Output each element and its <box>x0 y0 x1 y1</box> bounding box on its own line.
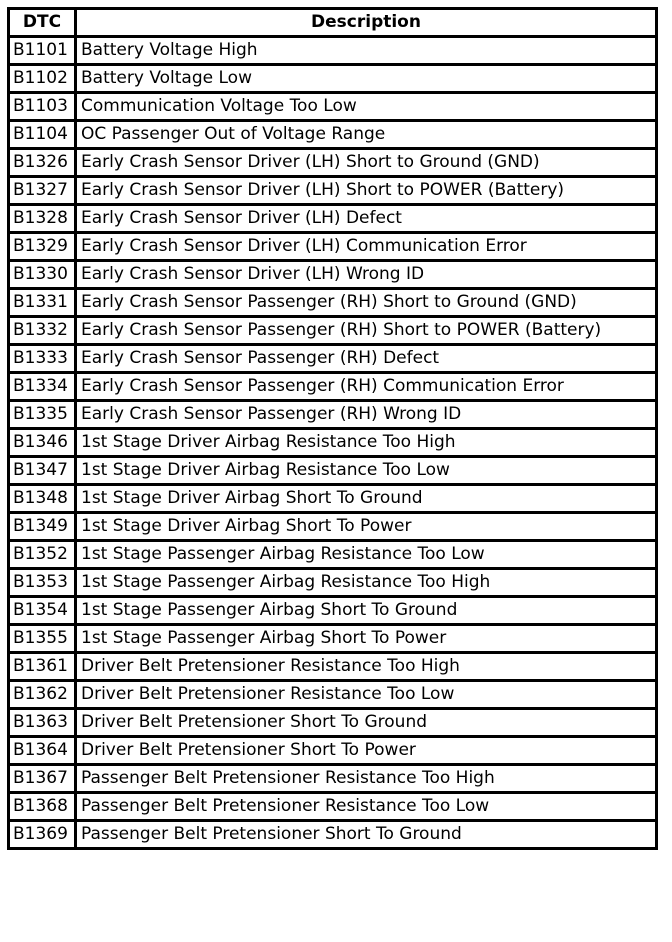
dtc-code-cell: B1367 <box>9 765 76 793</box>
dtc-description-cell: Early Crash Sensor Driver (LH) Defect <box>76 205 657 233</box>
table-row <box>9 317 657 345</box>
dtc-code-cell: B1346 <box>9 429 76 457</box>
table-row <box>9 289 657 317</box>
table-row <box>9 597 657 625</box>
dtc-code-cell: B1104 <box>9 121 76 149</box>
dtc-code-cell: B1363 <box>9 709 76 737</box>
dtc-table <box>7 7 658 850</box>
table-body <box>9 37 657 849</box>
dtc-description-cell: Early Crash Sensor Passenger (RH) Wrong ID <box>76 401 657 429</box>
dtc-code-cell: B1328 <box>9 205 76 233</box>
table-row <box>9 205 657 233</box>
table-row <box>9 149 657 177</box>
dtc-description-cell: Early Crash Sensor Driver (LH) Short to POWER (Battery) <box>76 177 657 205</box>
dtc-description-cell: 1st Stage Driver Airbag Short To Ground <box>76 485 657 513</box>
table-row <box>9 681 657 709</box>
dtc-code-cell: B1353 <box>9 569 76 597</box>
table-row <box>9 737 657 765</box>
dtc-code-cell: B1352 <box>9 541 76 569</box>
dtc-description-cell: OC Passenger Out of Voltage Range <box>76 121 657 149</box>
dtc-code-cell: B1349 <box>9 513 76 541</box>
table-row <box>9 65 657 93</box>
dtc-description-cell: Early Crash Sensor Driver (LH) Short to Ground (GND) <box>76 149 657 177</box>
dtc-description-cell: 1st Stage Driver Airbag Resistance Too Low <box>76 457 657 485</box>
dtc-code-cell: B1355 <box>9 625 76 653</box>
table-row <box>9 541 657 569</box>
table-row <box>9 37 657 65</box>
table-row <box>9 261 657 289</box>
dtc-code-cell: B1369 <box>9 821 76 849</box>
dtc-code-cell: B1361 <box>9 653 76 681</box>
table-row <box>9 401 657 429</box>
table-row <box>9 821 657 849</box>
dtc-description-cell: Driver Belt Pretensioner Short To Power <box>76 737 657 765</box>
dtc-description-cell: 1st Stage Passenger Airbag Resistance Too High <box>76 569 657 597</box>
dtc-code-cell: B1354 <box>9 597 76 625</box>
dtc-description-cell: 1st Stage Passenger Airbag Short To Power <box>76 625 657 653</box>
dtc-code-cell: B1348 <box>9 485 76 513</box>
table-row <box>9 765 657 793</box>
table-row <box>9 793 657 821</box>
dtc-code-cell: B1103 <box>9 93 76 121</box>
column-header-dtc: DTC <box>9 9 76 37</box>
dtc-description-cell: Communication Voltage Too Low <box>76 93 657 121</box>
dtc-description-cell: Battery Voltage Low <box>76 65 657 93</box>
table-row <box>9 485 657 513</box>
table-row <box>9 373 657 401</box>
table-row <box>9 653 657 681</box>
dtc-description-cell: Driver Belt Pretensioner Resistance Too Low <box>76 681 657 709</box>
dtc-description-cell: Early Crash Sensor Passenger (RH) Short to Ground (GND) <box>76 289 657 317</box>
dtc-code-cell: B1326 <box>9 149 76 177</box>
dtc-description-cell: 1st Stage Passenger Airbag Resistance Too Low <box>76 541 657 569</box>
dtc-description-cell: Early Crash Sensor Passenger (RH) Defect <box>76 345 657 373</box>
table-row <box>9 569 657 597</box>
dtc-code-cell: B1330 <box>9 261 76 289</box>
dtc-description-cell: Early Crash Sensor Passenger (RH) Communication Error <box>76 373 657 401</box>
dtc-description-cell: Driver Belt Pretensioner Resistance Too High <box>76 653 657 681</box>
dtc-description-cell: 1st Stage Driver Airbag Resistance Too High <box>76 429 657 457</box>
dtc-code-cell: B1331 <box>9 289 76 317</box>
dtc-description-cell: Passenger Belt Pretensioner Resistance Too Low <box>76 793 657 821</box>
dtc-code-cell: B1335 <box>9 401 76 429</box>
dtc-code-cell: B1333 <box>9 345 76 373</box>
dtc-description-cell: Driver Belt Pretensioner Short To Ground <box>76 709 657 737</box>
dtc-description-cell: Early Crash Sensor Passenger (RH) Short to POWER (Battery) <box>76 317 657 345</box>
table-row <box>9 93 657 121</box>
dtc-code-cell: B1327 <box>9 177 76 205</box>
table-row <box>9 345 657 373</box>
dtc-description-cell: Early Crash Sensor Driver (LH) Communication Error <box>76 233 657 261</box>
table-row <box>9 121 657 149</box>
dtc-code-cell: B1332 <box>9 317 76 345</box>
table-row <box>9 709 657 737</box>
dtc-code-cell: B1329 <box>9 233 76 261</box>
dtc-description-cell: Passenger Belt Pretensioner Resistance Too High <box>76 765 657 793</box>
dtc-code-cell: B1347 <box>9 457 76 485</box>
table-row <box>9 457 657 485</box>
dtc-code-cell: B1102 <box>9 65 76 93</box>
dtc-code-cell: B1101 <box>9 37 76 65</box>
table-row <box>9 177 657 205</box>
column-header-description: Description <box>76 9 657 37</box>
table-row <box>9 625 657 653</box>
table-row <box>9 233 657 261</box>
dtc-description-cell: Early Crash Sensor Driver (LH) Wrong ID <box>76 261 657 289</box>
dtc-code-cell: B1362 <box>9 681 76 709</box>
table-row <box>9 429 657 457</box>
dtc-description-cell: Battery Voltage High <box>76 37 657 65</box>
dtc-code-cell: B1368 <box>9 793 76 821</box>
dtc-code-cell: B1334 <box>9 373 76 401</box>
dtc-description-cell: 1st Stage Driver Airbag Short To Power <box>76 513 657 541</box>
table-row <box>9 513 657 541</box>
dtc-description-cell: Passenger Belt Pretensioner Short To Ground <box>76 821 657 849</box>
table-header-row <box>9 9 657 37</box>
dtc-description-cell: 1st Stage Passenger Airbag Short To Ground <box>76 597 657 625</box>
dtc-code-cell: B1364 <box>9 737 76 765</box>
